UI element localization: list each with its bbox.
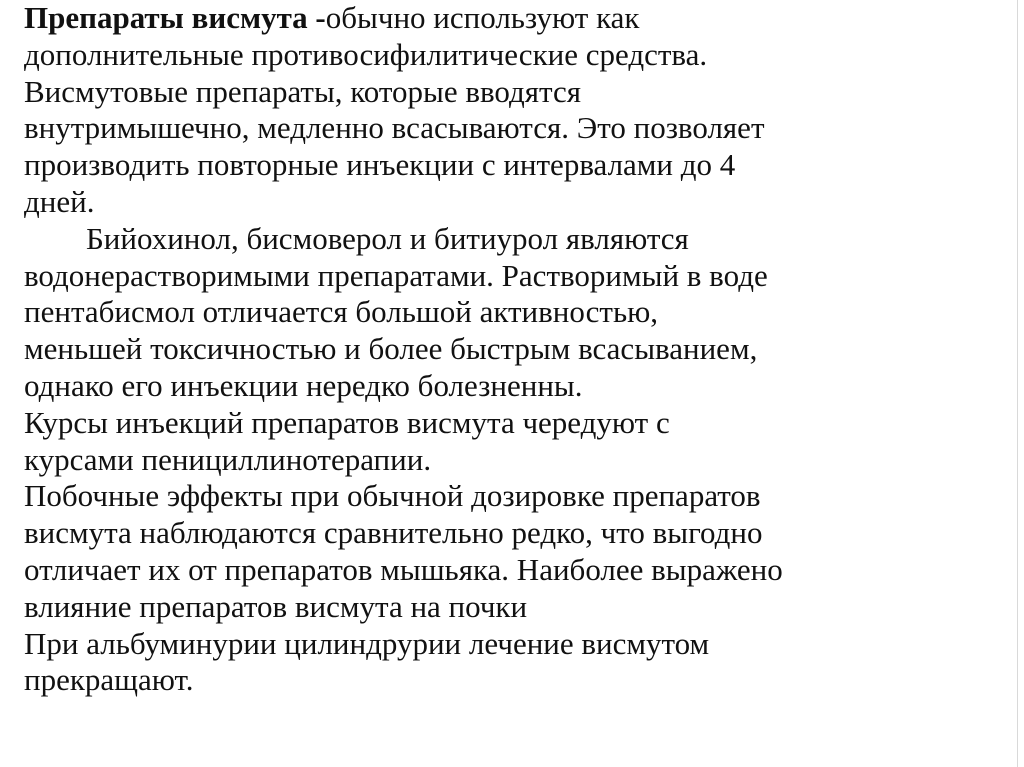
text-line: курсами пенициллинотерапии. <box>24 441 432 477</box>
text-line: висмута наблюдаются сравнительно редко, что выгодно <box>24 515 763 551</box>
text-line: Висмутовые препараты, которые вводятся <box>24 73 581 109</box>
text-line: отличает их от препаратов мышьяка. Наиболее выражено <box>24 551 783 587</box>
text-line: дней. <box>24 183 95 219</box>
text-line: Бийохинол, бисмоверол и битиурол являются <box>86 220 689 256</box>
text-line: производить повторные инъекции с интервалами до 4 <box>24 147 736 183</box>
text-line: Курсы инъекций препаратов висмута чередуют с <box>24 404 670 440</box>
text-line: При альбуминурии цилиндрурии лечение висмутом <box>24 625 710 661</box>
paragraph-side-effects <box>24 478 999 625</box>
text-line: дополнительные противосифилитические средства. <box>24 36 708 72</box>
slide-text-block <box>24 0 999 699</box>
paragraph-insoluble-preparations <box>24 221 999 405</box>
text-line: пентабисмол отличается большой активностью, <box>24 294 658 330</box>
paragraph-bismuth-intro <box>24 0 999 221</box>
text-line: влияние препаратов висмута на почки <box>24 588 528 624</box>
text-line: внутримышечно, медленно всасываются. Это позволяет <box>24 110 765 146</box>
text-line: однако его инъекции нередко болезненны. <box>24 367 583 403</box>
bold-heading-bismuth-preparations: Препараты висмута - <box>24 0 326 35</box>
text-line: Побочные эффекты при обычной дозировке препаратов <box>24 478 761 514</box>
text-line: обычно используют как <box>325 0 640 35</box>
text-line: водонерастворимыми препаратами. Растворимый в воде <box>24 257 768 293</box>
text-line: прекращают. <box>24 662 194 698</box>
slide-right-edge-divider <box>1017 0 1018 767</box>
paragraph-albuminuria <box>24 626 999 700</box>
paragraph-injection-courses <box>24 405 999 479</box>
text-line: меньшей токсичностью и более быстрым всасыванием, <box>24 331 758 367</box>
